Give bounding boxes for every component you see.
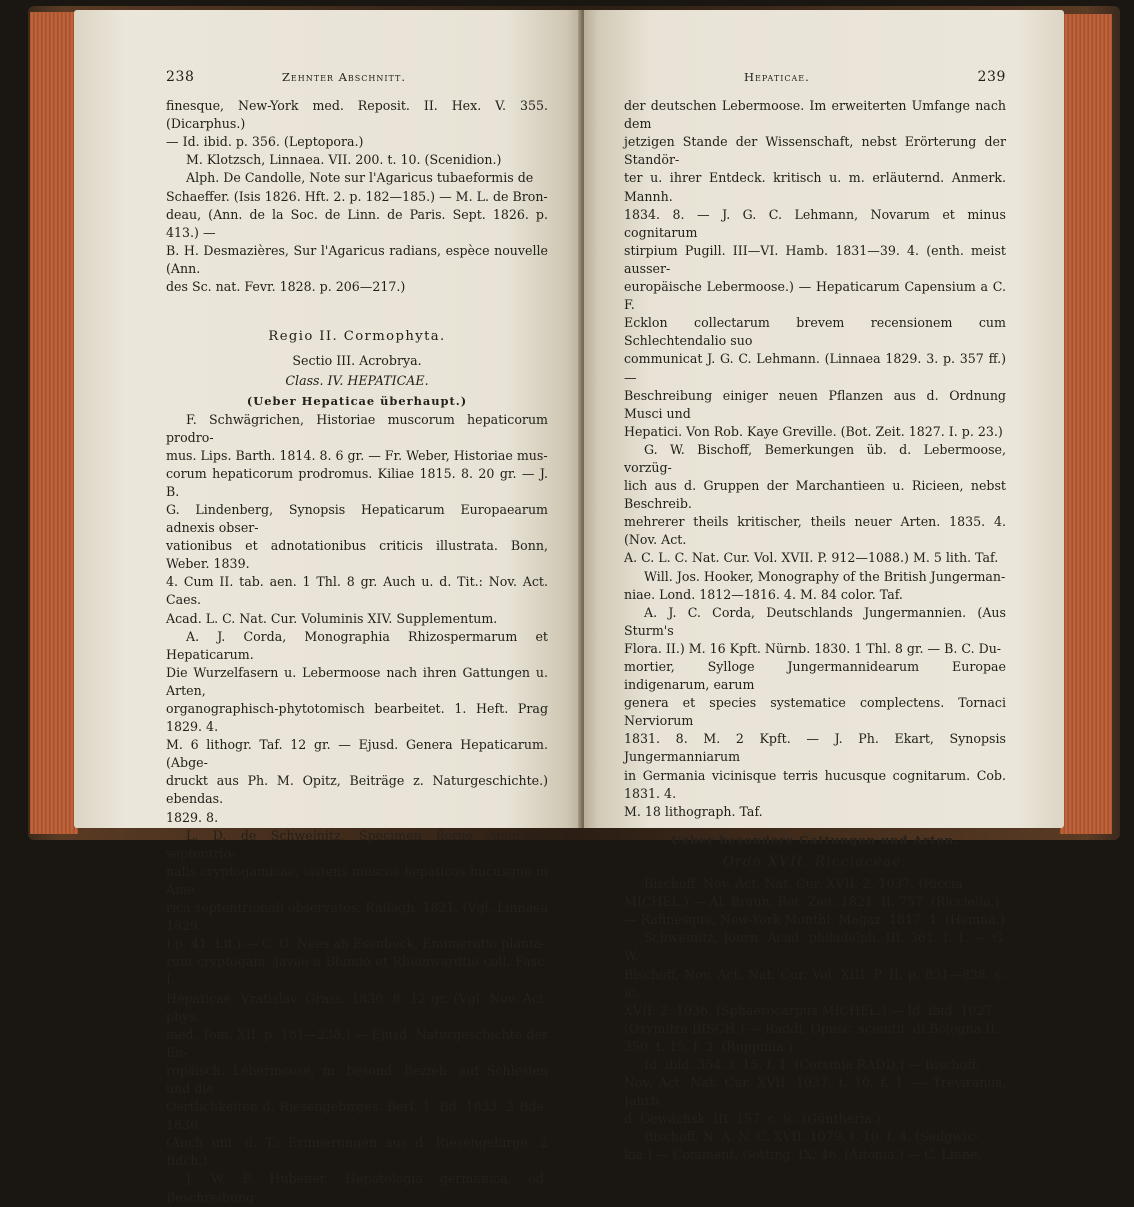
text-line: Bischoff, Nov. Act. Nat. Cur. Vol. XIII. P. II. p. 831—838. c. ic.	[624, 966, 1006, 1000]
text-line: med. Tom. XII. p. 181—238.) — Ejusd. Naturgeschichte der Eu-	[166, 1026, 548, 1060]
text-line: finesque, New-York med. Reposit. II. Hex. V. 355. (Dicarphus.)	[166, 98, 548, 132]
text-line: I p. 41. Lit.) — C. G. Nees ab Esenbeck, Enumeratio planta-	[166, 936, 546, 952]
text-line: XVII. 2. 1036. (Sphaerocarpus MICHEL.) — Id. ibid. 1027.	[624, 1002, 997, 1018]
text-line: deau, (Ann. de la Soc. de Linn. de Paris. Sept. 1826. p. 413.) —	[166, 206, 548, 240]
text-line: 1829. 8.	[166, 809, 219, 825]
left-page	[74, 10, 582, 1205]
page-edges-left	[30, 12, 78, 834]
text-line: M. Klotzsch, Linnaea. VII. 200. t. 10. (Scenidion.)	[186, 152, 502, 168]
text-line: vationibus et adnotationibus criticis illustrata. Bonn, Weber. 1839.	[166, 538, 548, 572]
page-number: 239	[977, 69, 1006, 85]
text-line: 350. t. 15. f. 3. (Ruppinia.)	[624, 1038, 793, 1054]
text-line: niae. Lond. 1812—1816. 4. M. 84 color. Taf.	[624, 586, 903, 602]
text-line: G. Lindenberg, Synopsis Hepaticarum Europaearum adnexis obser-	[166, 501, 548, 536]
text-line: rum cryptogam. Javae a Blumio et Rheinwardtio coll. Fasc. I.	[166, 954, 548, 988]
text-line: europäische Lebermoose.) — Hepaticarum Capensium a C. F.	[624, 279, 1006, 313]
text-line: Schaeffer. (Isis 1826. Hft. 2. p. 182—185.) — M. L. de Bron-	[166, 188, 548, 204]
text-line: mus. Lips. Barth. 1814. 8. 6 gr. — Fr. Weber, Historiae mus-	[166, 447, 548, 463]
text-line: communicat J. G. C. Lehmann. (Linnaea 1829. 3. p. 357 ff.) —	[624, 351, 1006, 385]
text-line: Bischoff, Nov. Act. Nat. Cur. XVII. 2. 1037. (Riccia	[644, 876, 963, 892]
text-line: genera et species systematice complectens. Tornaci Nerviorum	[624, 695, 1006, 729]
page-number: 238	[166, 69, 195, 85]
text-line: stirpium Pugill. III—VI. Hamb. 1831—39. 4. (enth. meist ausser-	[624, 242, 1006, 276]
text-line: Hepatici. Von Rob. Kaye Greville. (Bot. Zeit. 1827. I. p. 23.)	[624, 423, 1003, 439]
left-page-text	[166, 68, 548, 1207]
section-heading-ueber: (Ueber Hepaticae überhaupt.)	[246, 394, 468, 409]
text-line: Die Wurzelfasern u. Lebermoose nach ihren Gattungen u. Arten,	[166, 664, 548, 698]
text-line: L. D. de Schweinitz, Specimen florae Americae septentrio-	[166, 827, 548, 861]
text-line: mortier, Sylloge Jungermannidearum Europae indigenarum, earum	[624, 659, 1006, 693]
text-line: Oertlichkeiten d. Riesengebirges. Berl. 1. Bd. 1833. 2 Bde. 1836.	[166, 1099, 548, 1133]
section-heading-class: Class. IV. HEPATICAE.	[285, 373, 429, 389]
section-heading-regio: Regio II. Cormophyta.	[268, 329, 446, 345]
text-line: — Rafinesque, New-York Monthl. Magaz. 1817. 1. (Hemna.)	[624, 912, 1005, 928]
text-line: des Sc. nat. Fevr. 1828. p. 206—217.)	[166, 279, 406, 295]
text-line: 4. Cum II. tab. aen. 1 Thl. 8 gr. Auch u. d. Tit.: Nov. Act. Caes.	[166, 574, 548, 608]
text-line: d. Gewächsk. III. 157. c. ic. (Güntheria.)	[624, 1111, 881, 1127]
text-line: kia.) — Comment. Götting. IX. 46. (Aitonia.) — C. Linné,	[624, 1147, 982, 1163]
text-line: der deutschen Lebermoose. Im erweiterten Umfange nach dem	[624, 98, 1006, 132]
text-line: organographisch-phytotomisch bearbeitet. 1. Heft. Prag 1829. 4.	[166, 701, 548, 735]
text-line: nalis cryptogamicae, sistens muscos hepaticos hucusque in Ame	[166, 863, 548, 897]
text-line: Flora. II.) M. 16 Kpft. Nürnb. 1830. 1 Thl. 8 gr. — B. C. Du-	[624, 640, 1002, 656]
text-line: Alph. De Candolle, Note sur l'Agaricus tubaeformis de	[186, 170, 534, 186]
section-heading-sectio: Sectio III. Acrobrya.	[292, 353, 422, 369]
text-line: 1834. 8. — J. G. C. Lehmann, Novarum et minus cognitarum	[624, 206, 1006, 240]
text-line: rica septentrionali observatos. Railagh. 1821. (Vgl. Linnaea 1829.	[166, 900, 548, 934]
right-page-header	[624, 68, 1006, 86]
text-line: (Auch unt. d. T.: Erinnerungen aus d. Riesengebirge. 2 Bdch.)	[166, 1135, 548, 1169]
running-head: Zehnter Abschnitt.	[281, 70, 406, 84]
right-page	[584, 10, 1064, 1163]
page-edges-right	[1060, 14, 1112, 834]
text-line: B. H. Desmazières, Sur l'Agaricus radians, espèce nouvelle (Ann.	[166, 242, 548, 276]
text-line: Ecklon collectarum brevem recensionem cum Schlechtendalio suo	[624, 315, 1006, 349]
text-line: M. 18 lithograph. Taf.	[624, 803, 763, 819]
section-heading-ueber-besondere: Ueber besondere Gattungen und Arten.	[670, 832, 960, 847]
text-line: J. W. P. Hübener, Hepatologia germanica, od. Beschreibung	[166, 1171, 548, 1205]
text-line: A. C. L. C. Nat. Cur. Vol. XVII. P. 912—1088.) M. 5 lith. Taf.	[624, 550, 999, 566]
text-line: Acad. L. C. Nat. Cur. Voluminis XIV. Supplementum.	[166, 610, 498, 626]
running-head: Hepaticae.	[744, 70, 810, 84]
text-line: M. 6 lithogr. Taf. 12 gr. — Ejusd. Genera Hepaticarum. (Abge-	[166, 737, 548, 771]
text-line: ropäisch. Lebermoose, m. besond. Bezieh. auf Schlesien und die	[166, 1062, 548, 1096]
text-line: Id. ibid. 354. t. 15. f. 1. (Corsinia RADD.) — Bischoff,	[644, 1056, 980, 1072]
text-line: mehrerer theils kritischer, theils neuer Arten. 1835. 4. (Nov. Act.	[624, 514, 1006, 548]
right-page-text	[624, 68, 1006, 1165]
text-line: G. W. Bischoff, Bemerkungen üb. d. Lebermoose, vorzüg-	[624, 441, 1006, 475]
text-line: A. J. C. Corda, Deutschlands Jungermannien. (Aus Sturm's	[624, 604, 1006, 638]
text-line: (Oxymitra BISCH.) — Raddi, Opusc. scientif. di Bologna II.	[624, 1020, 1000, 1036]
text-line: Will. Jos. Hooker, Monography of the British Jungerman-	[644, 568, 1006, 584]
section-heading-ordo: Ordo XVII. Ricciaceae.	[722, 853, 908, 870]
text-line: — Id. ibid. p. 356. (Leptopora.)	[166, 134, 364, 150]
text-line: Nov. Act. Nat. Cur. XVII. 1037. t. 10. f. 1. — Treviranus, Jahrb.	[624, 1075, 1006, 1109]
text-line: jetzigen Stande der Wissenschaft, nebst Erörterung der Standör-	[624, 134, 1006, 168]
text-line: Hepaticae. Vratislav. Grass. 1830. 8. 12 gr. (Vgl. Nov. Act. phys.	[166, 990, 548, 1024]
text-line: ter u. ihrer Entdeck. kritisch u. m. erläuternd. Anmerk. Mannh.	[624, 170, 1006, 204]
text-line: Beschreibung einiger neuen Pflanzen aus d. Ordnung Musci und	[624, 387, 1006, 421]
text-line: MICHEL.) — Al. Braun, Bot. Zeit. 1821. II. 757. (Ricciella.)	[624, 894, 1000, 910]
text-line: 1831. 8. M. 2 Kpft. — J. Ph. Ekart, Synopsis Jungermanniarum	[624, 731, 1006, 765]
text-line: Bischoff, N. A. N. C. XVII. 1079. t. 10. f. 4. (Sedgwic-	[644, 1129, 979, 1145]
text-line: druckt aus Ph. M. Opitz, Beiträge z. Naturgeschichte.) ebendas.	[166, 773, 548, 807]
text-line: corum hepaticorum prodromus. Kiliae 1815. 8. 20 gr. — J. B.	[166, 465, 548, 499]
text-line: lich aus d. Gruppen der Marchantieen u. Ricieen, nebst Beschreib.	[624, 478, 1006, 512]
text-line: F. Schwägrichen, Historiae muscorum hepaticorum prodro-	[166, 411, 548, 445]
left-page-header	[166, 68, 548, 86]
text-line: A. J. Corda, Monographia Rhizospermarum et Hepaticarum.	[166, 628, 548, 662]
text-line: Schweinitz, Journ. Acad. philadelph. III. 361. f. 1. — G. W.	[624, 930, 1006, 964]
text-line: in Germania vicinisque terris hucusque cognitarum. Cob. 1831. 4.	[624, 767, 1006, 801]
